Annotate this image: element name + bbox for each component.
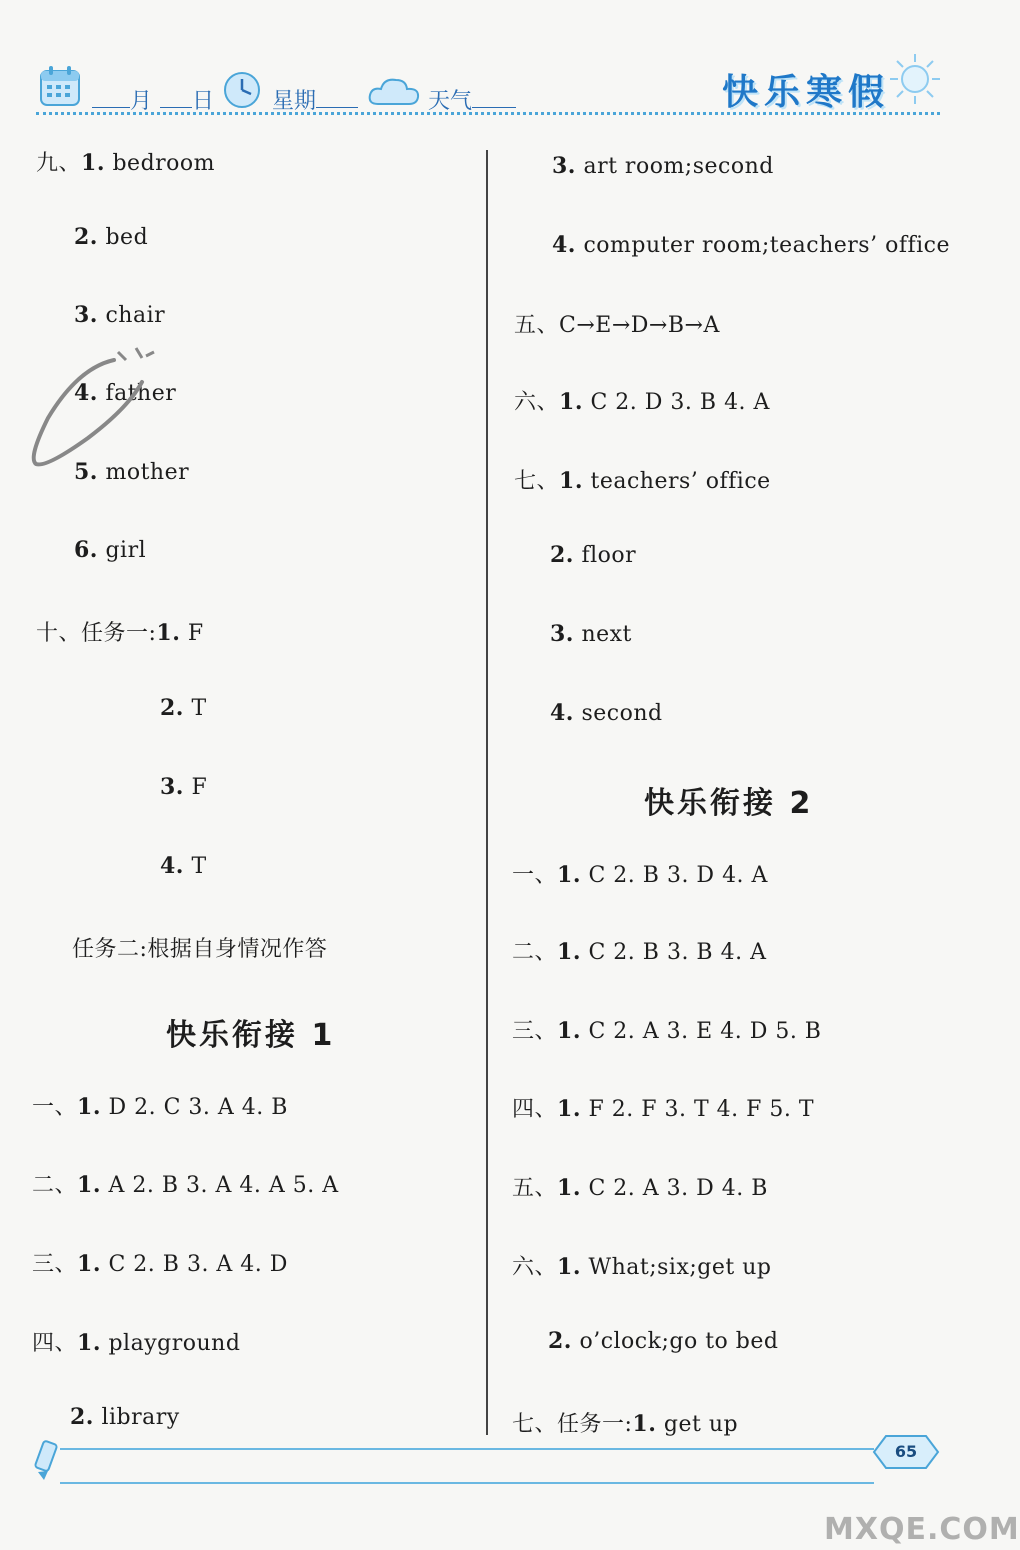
answer-line: 三、1. C 2. A 3. E 4. D 5. B <box>512 1018 822 1044</box>
month-field: 月 <box>92 84 152 115</box>
answer-line: 一、1. C 2. B 3. D 4. A <box>512 862 768 888</box>
answer-line: 3. art room;second <box>552 153 774 179</box>
watermark: MXQE.COM <box>824 1512 1020 1547</box>
section-title: 快乐衔接 1 <box>166 1018 336 1053</box>
answer-line: 4. father <box>74 380 177 406</box>
answer-line: 十、任务一:1. F <box>36 620 204 646</box>
answer-line: 4. T <box>160 853 207 879</box>
page-header <box>0 0 1000 140</box>
page-number: 65 <box>894 1442 918 1461</box>
answer-line: 2. o’clock;go to bed <box>548 1328 779 1354</box>
answer-line: 六、1. C 2. D 3. B 4. A <box>514 389 770 415</box>
clock-icon <box>222 70 262 110</box>
answer-line: 二、1. C 2. B 3. B 4. A <box>512 939 767 965</box>
answer-line: 任务二:根据自身情况作答 <box>72 937 328 962</box>
answer-line: 七、1. teachers’ office <box>514 468 771 494</box>
answer-line: 5. mother <box>74 459 190 485</box>
answer-line: 6. girl <box>74 537 147 563</box>
answer-line: 一、1. D 2. C 3. A 4. B <box>32 1094 288 1120</box>
footer-rule <box>60 1482 874 1484</box>
answer-line: 3. F <box>160 774 208 800</box>
pencil-scribble <box>18 338 158 498</box>
header-dotted-rule <box>36 112 940 115</box>
sun-icon <box>888 52 942 106</box>
footer-rule <box>60 1448 874 1450</box>
answer-line: 五、1. C 2. A 3. D 4. B <box>512 1175 768 1201</box>
answer-line: 3. next <box>550 621 632 647</box>
day-field: 日 <box>160 84 214 115</box>
answer-line: 三、1. C 2. B 3. A 4. D <box>32 1251 288 1277</box>
section-title: 快乐衔接 2 <box>644 786 814 821</box>
answer-line: 2. library <box>70 1404 180 1430</box>
answer-line: 五、C→E→D→B→A <box>514 313 720 338</box>
calendar-icon <box>38 64 82 108</box>
answer-line: 4. computer room;teachers’ office <box>552 232 950 258</box>
answer-line: 3. chair <box>74 302 166 328</box>
answer-line: 二、1. A 2. B 3. A 4. A 5. A <box>32 1172 339 1198</box>
pencil-mascot-icon <box>30 1438 64 1482</box>
answer-line: 六、1. What;six;get up <box>512 1254 772 1280</box>
answer-line: 四、1. F 2. F 3. T 4. F 5. T <box>512 1096 815 1122</box>
answer-line: 4. second <box>550 700 663 726</box>
weekday-field: 星期 <box>272 84 358 115</box>
answer-line: 七、任务一:1. get up <box>512 1411 739 1437</box>
answer-line: 2. floor <box>550 542 637 568</box>
column-divider <box>486 150 488 1435</box>
cloud-icon <box>366 74 422 108</box>
answer-line: 九、1. bedroom <box>36 150 216 176</box>
header-title: 快乐寒假 <box>721 72 890 113</box>
answer-line: 2. bed <box>74 224 149 250</box>
answer-line: 四、1. playground <box>32 1330 241 1356</box>
weather-field: 天气 <box>428 84 516 115</box>
answer-line: 2. T <box>160 695 207 721</box>
